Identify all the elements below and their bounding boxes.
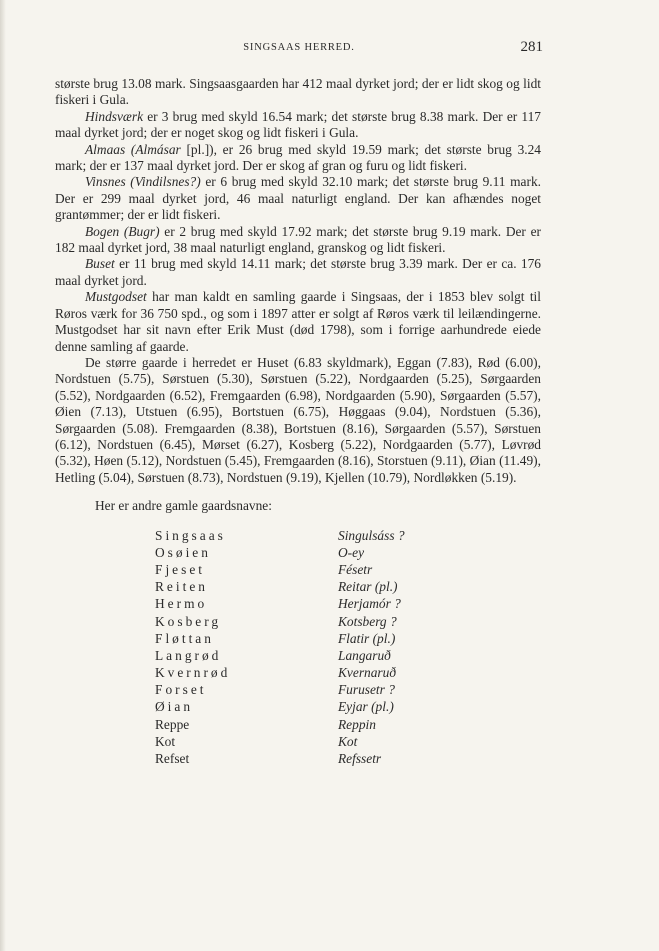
paragraph: Vinsnes (Vindilsnes?) er 6 brug med skyld 32.10 mark; det største brug 9.11 mark. Der er 299 maal dyrket jord, 46 maal naturligt england. Der kan afhændes noget grantømmer; der er lidt fiskeri.	[55, 174, 541, 223]
running-title: SINGSAAS HERRED.	[243, 42, 355, 53]
list-item: Fjeset Fésetr	[155, 561, 373, 577]
list-item: Langrød Langaruð	[155, 647, 391, 663]
list-item: Hermo Herjamór ?	[155, 596, 401, 612]
paragraph: Bogen (Bugr) er 2 brug med skyld 17.92 mark; det største brug 9.19 mark. Der er 182 maal dyrket jord, 38 maal naturligt england, granskog og lidt fiskeri.	[55, 223, 541, 256]
list-item: Forset Furusetr ?	[155, 682, 395, 698]
page-edge	[0, 0, 6, 951]
farm-name: Mustgodset	[85, 289, 147, 305]
list-item: Kot Kot	[155, 733, 358, 749]
paragraph: Almaas (Almásar [pl.]), er 26 brug med skyld 19.59 mark; det største brug 3.24 mark; der er 137 maal dyrket jord. Der er skog af gran og furu og lidt fiskeri.	[55, 141, 541, 174]
list-item: Kvernrød Kvernaruð	[155, 665, 397, 681]
names-intro: Her er andre gamle gaardsnavne:	[95, 498, 272, 514]
list-item: Kosberg Kotsberg ?	[155, 613, 397, 629]
list-item: Fløttan Flatir (pl.)	[155, 630, 396, 646]
list-item: Refset Refssetr	[155, 751, 382, 766]
farm-name: Bogen (Bugr)	[85, 223, 160, 239]
list-item: Singsaas Singulsáss ?	[155, 527, 405, 543]
list-item: Reppe Reppin	[155, 716, 376, 732]
page-header	[55, 39, 543, 62]
list-item: Øian Eyjar (pl.)	[155, 699, 394, 715]
farm-name: Vinsnes (Vindilsnes?)	[85, 174, 201, 190]
page-number: 281	[520, 39, 543, 55]
paragraph: Mustgodset har man kaldt en samling gaarde i Singsaas, der i 1853 blev solgt til Røros værk for 36 750 spd., og som i 1897 atter er solgt af Røros værk til leilændingerne. Mustgodset har sit navn efter Erik Must (død 1798), som i forrige aarhundrede eiede denne samling af gaarde.	[55, 289, 541, 354]
paragraph: De større gaarde i herredet er Huset (6.83 skyldmark), Eggan (7.83), Rød (6.00), Nordstuen (5.75), Sørstuen (5.30), Sørstuen (5.22), Nordgaarden (5.25), Sørgaarden (5.52), Nordgaarden (6.52), Fremgaarden (6.98), Nordgaarden (5.90), Sørgaarden (5.57), Øien (7.13), Utstuen (6.95), Bortstuen (6.75), Høggaas (9.04), Nordstuen (5.36), Sørgaarden (5.08). Fremgaarden (8.38), Bortstuen (8.16), Sørgaarden (5.57), Sørstuen (6.12), Nordstuen (6.45), Mørset (6.27), Kosberg (5.22), Nordgaarden (5.77), Løvrød (5.32), Høen (5.12), Nordstuen (5.45), Fremgaarden (8.16), Storstuen (9.11), Øian (11.49), Hetling (5.04), Sørstuen (8.73), Nordstuen (9.19), Kjellen (10.79), Nordløkken (5.19).	[55, 354, 541, 485]
paragraph: Hindsværk er 3 brug med skyld 16.54 mark; det største brug 8.38 mark. Der er 117 maal dyrket jord; der er noget skog og lidt fiskeri i Gula.	[55, 108, 541, 141]
farm-name: Buset	[85, 256, 115, 272]
page-body	[55, 76, 541, 767]
list-item: Osøien O-ey	[155, 544, 365, 560]
paragraph: største brug 13.08 mark. Singsaasgaarden har 412 maal dyrket jord; der er lidt skog og lidt fiskeri i Gula.	[55, 76, 541, 108]
names-list	[155, 527, 541, 768]
list-item: Reiten Reitar (pl.)	[155, 579, 398, 595]
paragraph: Buset er 11 brug med skyld 14.11 mark; det største brug 3.39 mark. Der er ca. 176 maal dyrket jord.	[55, 256, 541, 288]
farm-name: Almaas (Almásar	[85, 141, 181, 157]
farm-name: Hindsværk	[85, 108, 144, 124]
